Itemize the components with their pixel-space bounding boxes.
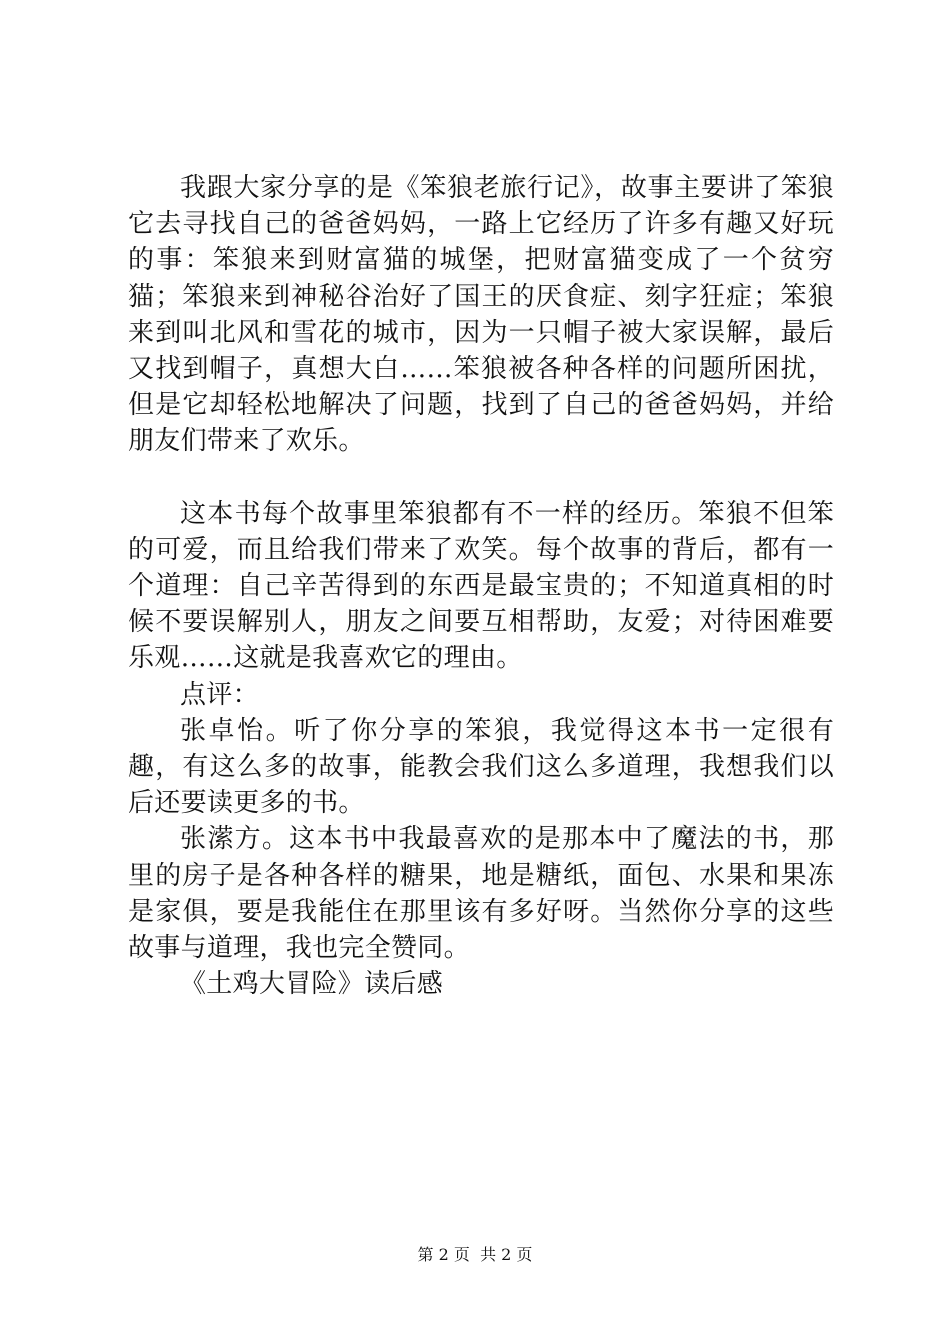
paragraph-book-review: 这本书每个故事里笨狼都有不一样的经历。笨狼不但笨的可爱，而且给我们带来了欢笑。每个故事的背后，都有一个道理：自己辛苦得到的东西是最宝贵的；不知道真相的时候不要误解别人，朋友之间要互相帮助，友爱；对待困难要乐观……这就是我喜欢它的理由。 <box>128 498 834 674</box>
page-footer <box>0 1245 950 1265</box>
comment-zhang-fang: 张潆方。这本书中我最喜欢的是那本中了魔法的书，那里的房子是各种各样的糖果，地是糖纸，面包、水果和果冻是家俱，要是我能住在那里该有多好呀。当然你分享的这些故事与道理，我也完全赞同。 <box>128 824 834 964</box>
paragraph-gap <box>128 460 834 496</box>
paragraph-story-summary: 我跟大家分享的是《笨狼老旅行记》，故事主要讲了笨狼它去寻找自己的爸爸妈妈，一路上它经历了许多有趣又好玩的事：笨狼来到财富猫的城堡，把财富猫变成了一个贫穷猫；笨狼来到神秘谷治好了国王的厌食症、刻字狂症；笨狼来到叫北风和雪花的城市，因为一只帽子被大家误解，最后又找到帽子，真想大白……笨狼被各种各样的问题所困扰，但是它却轻松地解决了问题，找到了自己的爸爸妈妈，并给朋友们带来了欢乐。 <box>128 173 834 457</box>
comment-zhang-zhuoyi: 张卓怡。听了你分享的笨狼，我觉得这本书一定很有趣，有这么多的故事，能教会我们这么多道理，我想我们以后还要读更多的书。 <box>128 715 834 819</box>
next-article-title: 《土鸡大冒险》读后感 <box>180 969 444 1000</box>
document-body <box>128 170 834 1002</box>
page-number: 第 2 页 共 2 页 <box>417 1245 533 1264</box>
comment-heading: 点评： <box>180 679 259 710</box>
